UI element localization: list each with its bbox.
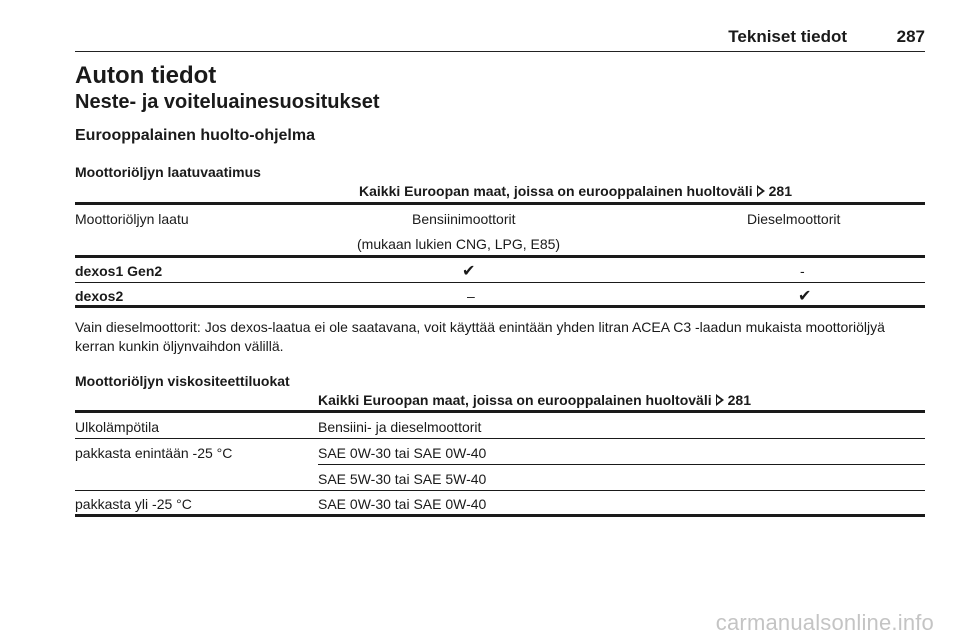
viscosity-row-grade: SAE 0W-30 tai SAE 0W-40 bbox=[318, 445, 487, 461]
viscosity-span-header bbox=[318, 392, 751, 408]
table-rule bbox=[318, 464, 925, 465]
table-rule bbox=[75, 514, 925, 517]
table-rule bbox=[75, 410, 925, 413]
table-rule bbox=[75, 255, 925, 258]
chapter-title: Tekniset tiedot bbox=[728, 27, 847, 46]
quality-span-header bbox=[359, 183, 792, 199]
diesel-note: Vain dieselmoottorit: Jos dexos-laatua ei ole saatavana, voit käyttää enintään yhden litran ACEA C3 -laadun mukaista moottoriöljyä kerran kunkin öljynvaihdon välillä. bbox=[75, 319, 885, 354]
quality-col3-header: Dieselmoottorit bbox=[747, 211, 841, 227]
viscosity-span-header-text: Kaikki Euroopan maat, joissa on eurooppalainen huoltoväli bbox=[318, 392, 712, 408]
table-rule bbox=[75, 305, 925, 308]
quality-row-diesel: - bbox=[800, 263, 805, 279]
table-rule bbox=[75, 438, 925, 439]
page-ref-icon bbox=[716, 394, 724, 406]
page-header bbox=[75, 27, 925, 52]
quality-row-petrol: – bbox=[467, 288, 475, 304]
viscosity-row-temp: pakkasta enintään -25 °C bbox=[75, 445, 233, 461]
viscosity-col2-header: Bensiini- ja dieselmoottorit bbox=[318, 419, 482, 435]
table-rule bbox=[75, 490, 925, 491]
table-rule bbox=[75, 202, 925, 205]
heading-level2: Neste- ja voiteluainesuositukset bbox=[75, 91, 380, 113]
viscosity-span-ref: 281 bbox=[727, 392, 751, 408]
table-rule bbox=[75, 282, 925, 283]
page-number: 287 bbox=[896, 27, 925, 46]
check-icon: ✔ bbox=[798, 288, 812, 305]
quality-section-title: Moottoriöljyn laatuvaatimus bbox=[75, 164, 261, 180]
viscosity-row-grade: SAE 5W-30 tai SAE 5W-40 bbox=[318, 471, 487, 487]
heading-level1: Auton tiedot bbox=[75, 62, 217, 89]
quality-col2-header: Bensiinimoottorit bbox=[412, 211, 516, 227]
heading-level3: Eurooppalainen huolto-ohjelma bbox=[75, 127, 315, 144]
quality-row-name: dexos2 bbox=[75, 288, 124, 304]
watermark: carmanualsonline.info bbox=[715, 610, 934, 635]
quality-span-ref: 281 bbox=[768, 183, 792, 199]
viscosity-col1-header: Ulkolämpötila bbox=[75, 419, 160, 435]
page-ref-icon bbox=[757, 185, 765, 197]
viscosity-row-temp: pakkasta yli -25 °C bbox=[75, 496, 192, 512]
quality-col1-header: Moottoriöljyn laatu bbox=[75, 211, 189, 227]
quality-span-header-text: Kaikki Euroopan maat, joissa on eurooppalainen huoltoväli bbox=[359, 183, 753, 199]
check-icon: ✔ bbox=[462, 263, 476, 280]
viscosity-row-grade: SAE 0W-30 tai SAE 0W-40 bbox=[318, 496, 487, 512]
quality-row-name: dexos1 Gen2 bbox=[75, 263, 163, 279]
viscosity-section-title: Moottoriöljyn viskositeettiluokat bbox=[75, 373, 290, 389]
quality-col2-subheader: (mukaan lukien CNG, LPG, E85) bbox=[357, 236, 561, 252]
